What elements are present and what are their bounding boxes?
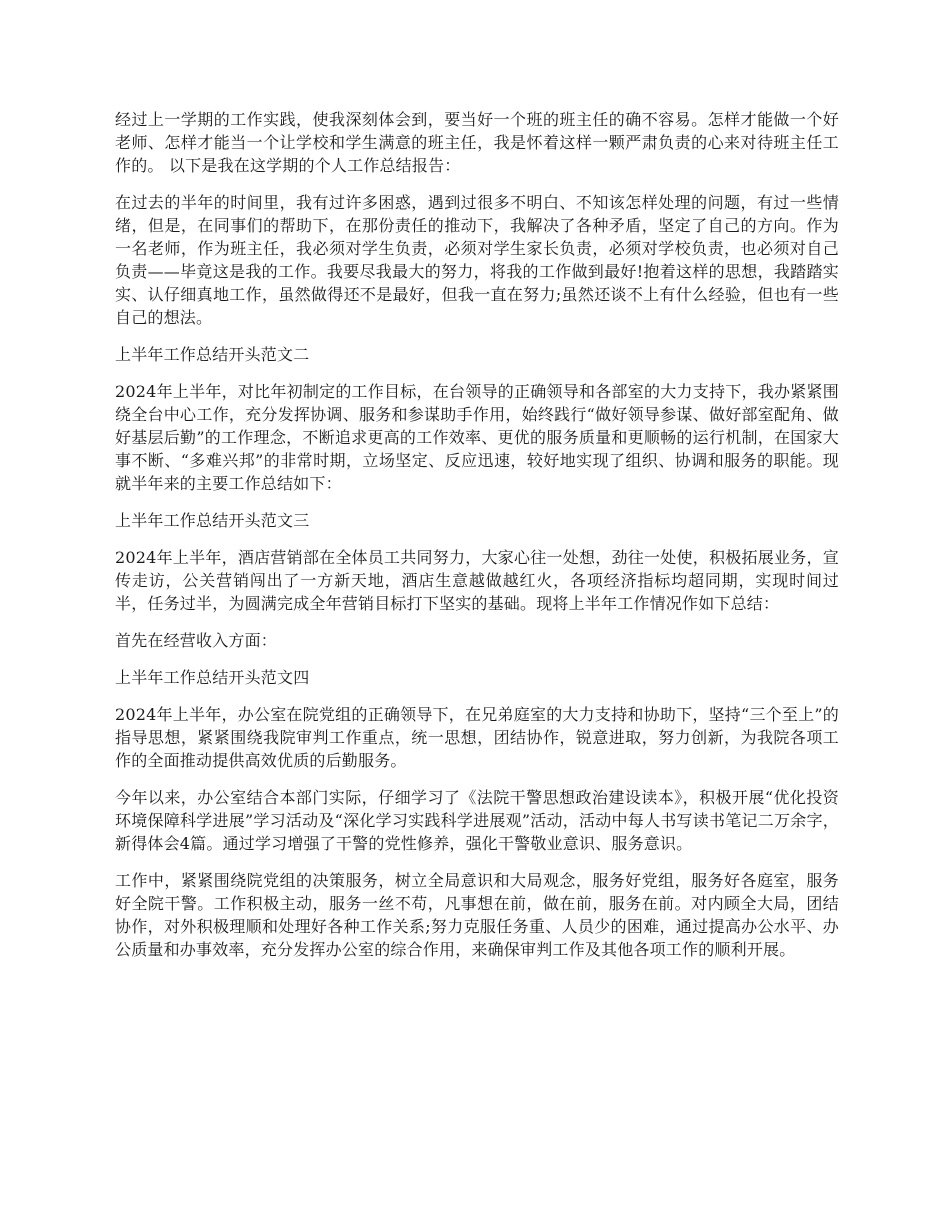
sample-3-paragraph: 2024年上半年，酒店营销部在全体员工共同努力，大家心往一处想，劲往一处使，积极拓展业务，宣传走访，公关营销闯出了一方新天地，酒店生意越做越红火，各项经济指标均超同期，实现时间过半，任务过半，为圆满完成全年营销目标打下坚实的基础。现将上半年工作情况作如下总结： xyxy=(115,548,839,613)
subheading-revenue: 首先在经营收入方面： xyxy=(115,631,278,650)
work-paragraph: 工作中，紧紧围绕院党组的决策服务，树立全局意识和大局观念，服务好党组，服务好各庭室，服务好全院干警。工作积极主动，服务一丝不苟，凡事想在前，做在前，服务在前。对内顾全大局，团结协作，对外积极理顺和处理好各种工作关系;努力克服任务重、人员少的困难，通过提高办公水平、办公质量和办事效率，充分发挥办公室的综合作用，来确保审判工作及其他各项工作的顺利开展。 xyxy=(115,871,839,959)
intro-paragraph: 经过上一学期的工作实践，使我深刻体会到，要当好一个班的班主任的确不容易。怎样才能做一个好老师、怎样才能当一个让学校和学生满意的班主任，我是怀着这样一颗严肃负责的心来对待班主任工作的。 以下是我在这学期的个人工作总结报告： xyxy=(115,110,839,175)
document-body xyxy=(115,108,839,975)
reflection-paragraph: 在过去的半年的时间里，我有过许多困惑，遇到过很多不明白、不知该怎样处理的问题，有过一些情绪，但是，在同事们的帮助下，在那份责任的推动下，我解决了各种矛盾，坚定了自己的方向。作为一名老师，作为班主任，我必须对学生负责，必须对学生家长负责，必须对学校负责，也必须对自己负责——毕竟这是我的工作。我要尽我最大的努力，将我的工作做到最好!抱着这样的思想，我踏踏实实、认仔细真地工作，虽然做得还不是最好，但我一直在努力;虽然还谈不上有什么经验，但也有一些自己的想法。 xyxy=(115,193,839,327)
section-heading-4: 上半年工作总结开头范文四 xyxy=(115,668,310,687)
section-heading-2: 上半年工作总结开头范文二 xyxy=(115,345,310,364)
sample-2-paragraph: 2024年上半年，对比年初制定的工作目标，在台领导的正确领导和各部室的大力支持下，我办紧紧围绕全台中心工作，充分发挥协调、服务和参谋助手作用，始终践行“做好领导参谋、做好部室配角、做好基层后勤”的工作理念，不断追求更高的工作效率、更优的服务质量和更顺畅的运行机制，在国家大事不断、“多难兴邦”的非常时期，立场坚定、反应迅速，较好地实现了组织、协调和服务的职能。现就半年来的主要工作总结如下： xyxy=(115,382,839,493)
study-paragraph: 今年以来，办公室结合本部门实际，仔细学习了《法院干警思想政治建设读本》，积极开展“优化投资环境保障科学进展”学习活动及“深化学习实践科学进展观”活动，活动中每人书写读书笔记二万余字，新得体会4篇。通过学习增强了干警的党性修养，强化干警敬业意识、服务意识。 xyxy=(115,788,839,853)
section-heading-3: 上半年工作总结开头范文三 xyxy=(115,511,310,530)
sample-4-paragraph: 2024年上半年，办公室在院党组的正确领导下，在兄弟庭室的大力支持和协助下，坚持“三个至上”的指导思想，紧紧围绕我院审判工作重点，统一思想，团结协作，锐意进取，努力创新，为我院各项工作的全面推动提供高效优质的后勤服务。 xyxy=(115,705,839,770)
